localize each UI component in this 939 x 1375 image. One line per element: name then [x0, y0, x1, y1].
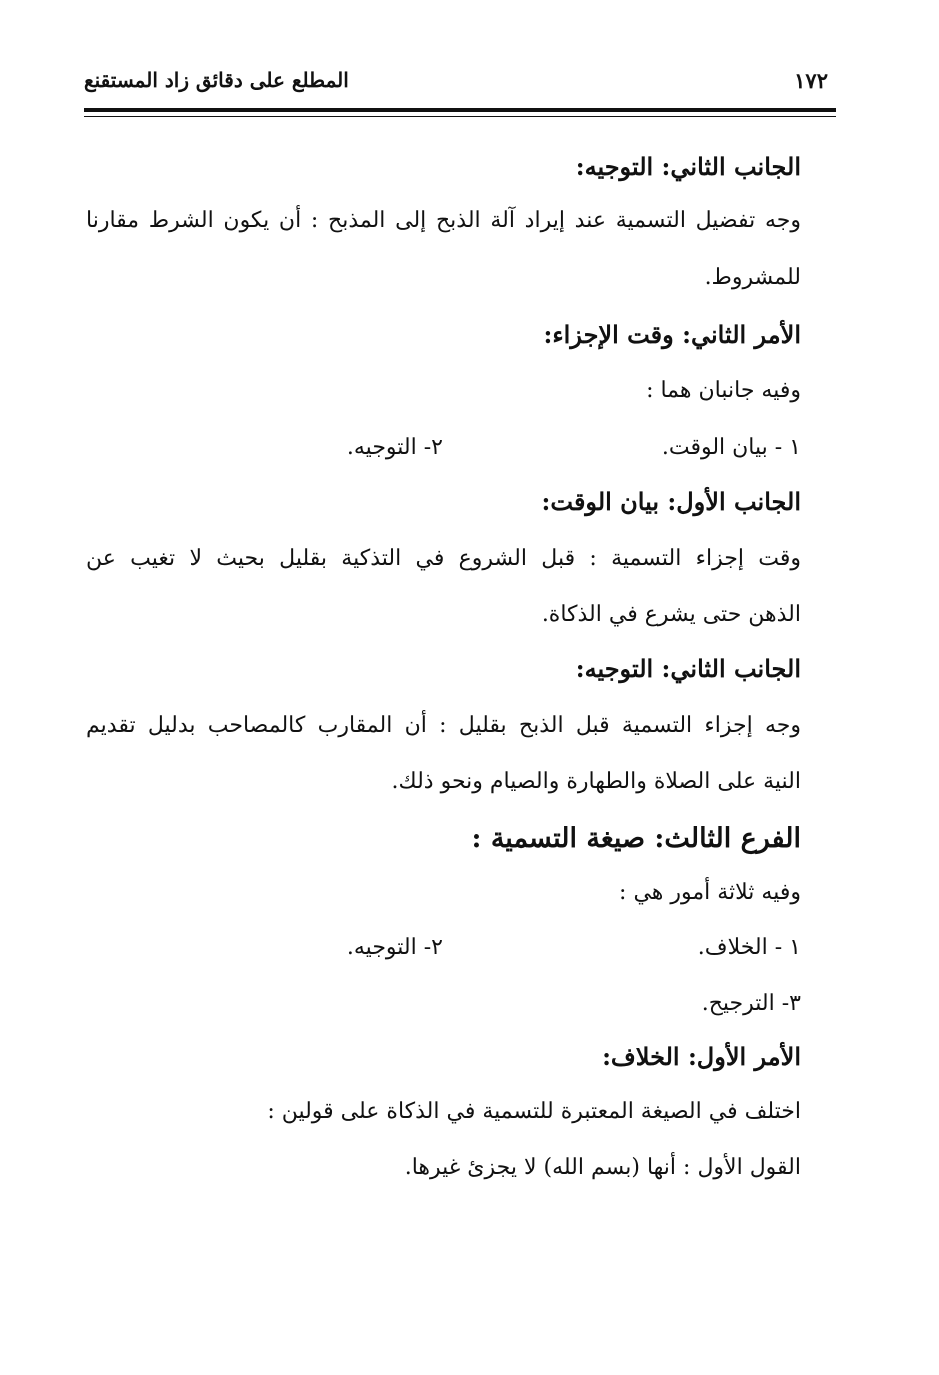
- section-heading: الجانب الثاني: التوجيه:: [575, 152, 801, 181]
- paragraph-line: وفيه جانبان هما :: [646, 378, 801, 403]
- section-heading: الأمر الثاني: وقت الإجزاء:: [543, 320, 801, 349]
- paragraph-line: وجه تفضيل التسمية عند إيراد آلة الذبح إلى المذبح : أن يكون الشرط مقارنا: [86, 208, 801, 233]
- header-rule-thick: [84, 108, 836, 112]
- running-header: [84, 68, 836, 102]
- paragraph-line: القول الأول : أنها (بسم الله) لا يجزئ غيرها.: [404, 1155, 801, 1180]
- list-item: ١ - الخلاف.: [697, 935, 801, 960]
- list-item: ١ - بيان الوقت.: [661, 435, 801, 460]
- paragraph-line: وقت إجزاء التسمية : قبل الشروع في التذكية بقليل بحيث لا تغيب عن: [86, 546, 801, 571]
- section-heading: الجانب الثاني: التوجيه:: [575, 654, 801, 683]
- paragraph-line: للمشروط.: [704, 265, 801, 290]
- section-heading: الجانب الأول: بيان الوقت:: [541, 487, 801, 516]
- list-item: ٢- التوجيه.: [346, 935, 443, 960]
- paragraph-line: الذهن حتى يشرع في الذكاة.: [541, 602, 801, 627]
- paragraph-line: وجه إجزاء التسمية قبل الذبح بقليل : أن المقارب كالمصاحب بدليل تقديم: [86, 713, 801, 738]
- page-number: ١٧٢: [794, 68, 828, 93]
- list-item: ٣- الترجيح.: [701, 991, 801, 1016]
- paragraph-line: النية على الصلاة والطهارة والصيام ونحو ذلك.: [391, 769, 801, 794]
- section-heading: الأمر الأول: الخلاف:: [602, 1042, 801, 1071]
- book-title: المطلع على دقائق زاد المستقنع: [84, 68, 349, 92]
- header-rule-thin: [84, 116, 836, 117]
- paragraph-line: اختلف في الصيغة المعتبرة للتسمية في الذكاة على قولين :: [267, 1099, 801, 1124]
- branch-heading: الفرع الثالث: صيغة التسمية :: [471, 823, 801, 854]
- paragraph-line: وفيه ثلاثة أمور هي :: [619, 880, 801, 905]
- list-item: ٢- التوجيه.: [346, 435, 443, 460]
